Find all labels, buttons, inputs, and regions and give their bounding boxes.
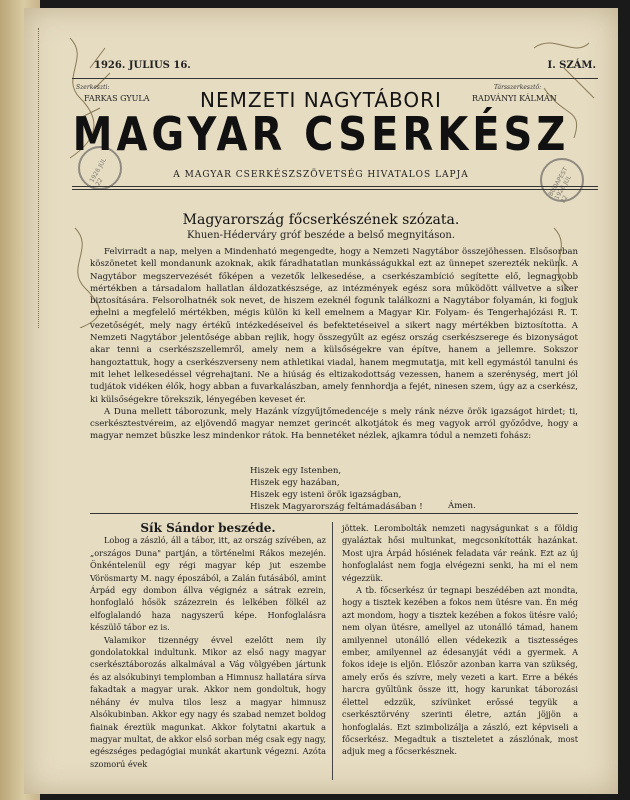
poem [250,465,423,513]
masthead-subtitle: A MAGYAR CSERKÉSZSZÖVETSÉG HIVATALOS LAPJA [173,170,469,180]
poem-line: Hiszek egy hazában, [250,478,340,488]
section-rule [90,513,578,514]
poem-line: Hiszek egy isteni örök igazságban, [250,490,402,500]
postmark-stamp-right: BUDAPEST 1926 JÚL 22 [540,158,584,202]
article-body [90,246,578,443]
masthead-title: MAGYAR CSERKÉSZ [72,108,570,162]
poem-amen: Ámen. [448,501,476,511]
issue-date: 1926. JULIUS 16. [94,60,191,71]
second-article-paragraph: jöttek. Lerombolták nemzeti nagyságunkat s a földig gyaláztak hősi multunkat, megcsonkították hazánkat. Most ujra Árpád hősiének feladata vár reánk. Ezt az új honfoglalást nem fogja elvégezni senki, ha mi el nem végezzük. [342,523,578,583]
poem-line: Hiszek egy Istenben, [250,466,342,476]
poem-line: Hiszek Magyarország feltámadásában ! [250,502,423,512]
article-paragraph: Felvirradt a nap, melyen a Mindenható megengedte, hogy a Nemzeti Nagytábor összejöhessen. Elsősorban köszönetet kell mondanunk azoknak, akik fáradhatatlan munkásságukkal ezt az ünnepet szerezték nekünk. A Nagytábor megszervezését főképen a vezetők lelkesedése, a cserkészambíció segítette elő, legnagyobb mértékben a társadalom hallatlan áldozatkészsége, az intézmények egész sora működött vállvetve a siker biztosítására. Felsorolhatnék sok nevet, de hiszem ezeknél fogunk találkozni a Nagytábor folyamán, ki fogjuk emelni a megfelelő mértékben, mégis külön ki kell emelnem a Magyar Kir. Folyam- és Tengerhajózási R. T. vezetőségét, mely nagy értékű intézkedéseivel és befektetéseivel a sikert nagy mértékben biztosította. A Nemzeti Nagytábor jelentősége abban rejlik, hogy összegyűlt az egész ország cserkészserege és bizonyságot akar tenni a cserkészszellemről, amely nem a külsőségekre van építve, hanem a jellemre. Sokszor hangoztattuk, hogy a cserkészverseny nem athletikai viadal, hanem megmutatja, mit kell egymástól tanulni és mit lehet lelkesedéssel végrehajtani. Ne a hiúság és eltizakodottság vezessen, hanem a szerénység, mert jól tudjátok vidéken élők, hogy abban a fuvarkalászban, amely fennhordja a fejét, ninesen szem, úgy az a cserkész, ki külsőségekre törekszik, lényegében keveset ér. [90,247,578,405]
header-rule-bottom [72,186,598,187]
second-article-title: Sík Sándor beszéde. [140,521,276,535]
article-paragraph: A Duna mellett táborozunk, mely Hazánk vízgyűjtőmedencéje s mely ránk nézve örök igazságot hirdet; ti, cserkésztestvéreim, az eljövendő magyar nemzet gerincét alkotjátok és meg vagyok arról győződve, hogy a magyar nemzet büszke lesz mindenkor rátok. Ha bennetéket nézlek, ajkamra tódul a nemzeti fohász: [90,406,578,442]
second-article-paragraph: A tb. főcserkész úr tegnapi beszédében azt mondta, hogy a tisztek kezében a fokos nem ütésre van. Én még azt mondom, hogy a tisztek kezében a fokos ütésre való; nem olyan ütésre, amellyel az utonálló támad, hanem amilyennel utonálló ellen védekezik a tisztességes ember, amilyennel az édesanyját védi a gyermek. A fokos ideje is eljön. Először azonban karra van szükség, amely erős és szívre, mely vezeti a kart. Erre a békés harcra gyűltünk össze itt, hogy karunkat táborozási élettel edzzük, szívünket erőssé tegyük a cserkésztörvény szerinti életre, aztán jöjjön a honfoglalás. Ezt szimbolizálja a zászló, ezt képviseli a főcserkész. Megadtuk a tiszteletet a zászlónak, most adjuk meg a főcserkésznek. [342,585,578,757]
article-subtitle: Khuen-Héderváry gróf beszéde a belső megnyitáson. [186,230,456,241]
header-top [74,60,596,76]
publisher-label: Társszerkesztő: [494,84,542,91]
newspaper-page [24,8,618,794]
second-article-paragraph: Lobog a zászló, áll a tábor, itt, az ország szívében, az „országos Duna" partján, a történelmi Rákos mezején. Önkéntelenül egy régi magyar kép jut eszembe Vörösmarty M. nagy époszából, a Zalán futásából, amint Árpád egy dombon állva végignéz a sátrak ezrein, honfoglaló hősök százezrein és lelkében fölkél az elfoglalandó haza nagyszerű képe. Honfoglalásra készülő tábor ez is. [90,535,326,633]
header-rule-bottom-2 [72,189,598,190]
supertitle: NEMZETI NAGYTÁBORI [200,88,442,112]
header-rule-top [72,78,598,79]
publisher-name: RADVÁNYI KÁLMÁN [472,94,557,103]
issue-number: I. SZÁM. [547,60,596,71]
second-article-paragraph: Valamikor tizennégy évvel ezelőtt nem ily gondolatokkal indultunk. Mikor az első nagy magyar cserkésztáborozás alkalmával a Vág völgyében jártunk és az alsókubinyi templomban a Himnusz hallatára sírva fakadtak a magyar urak. Akkor nem gondoltuk, hogy néhány év mulva tilos lesz a magyar himnusz Alsókubinban. Akkor egy nagy és szabad nemzet boldog fiainak éreztük magunkat. Akkor folytatni akartuk a magyar multat, de akkor első sorban még csak egy nagy, egészséges pedagógiai munkát akartunk végezni. Azóta szomorú évek [90,634,326,769]
second-article-right-column [342,522,578,758]
column-divider [332,522,333,780]
editor-name: FARKAS GYULA [84,94,150,103]
article-title: Magyarország főcserkészének szózata. [182,212,460,228]
second-article-left-column [90,522,326,770]
postmark-stamp-left: 1926 JÚL 22 [78,146,122,190]
editor-label: Szerkeszti: [76,84,110,91]
